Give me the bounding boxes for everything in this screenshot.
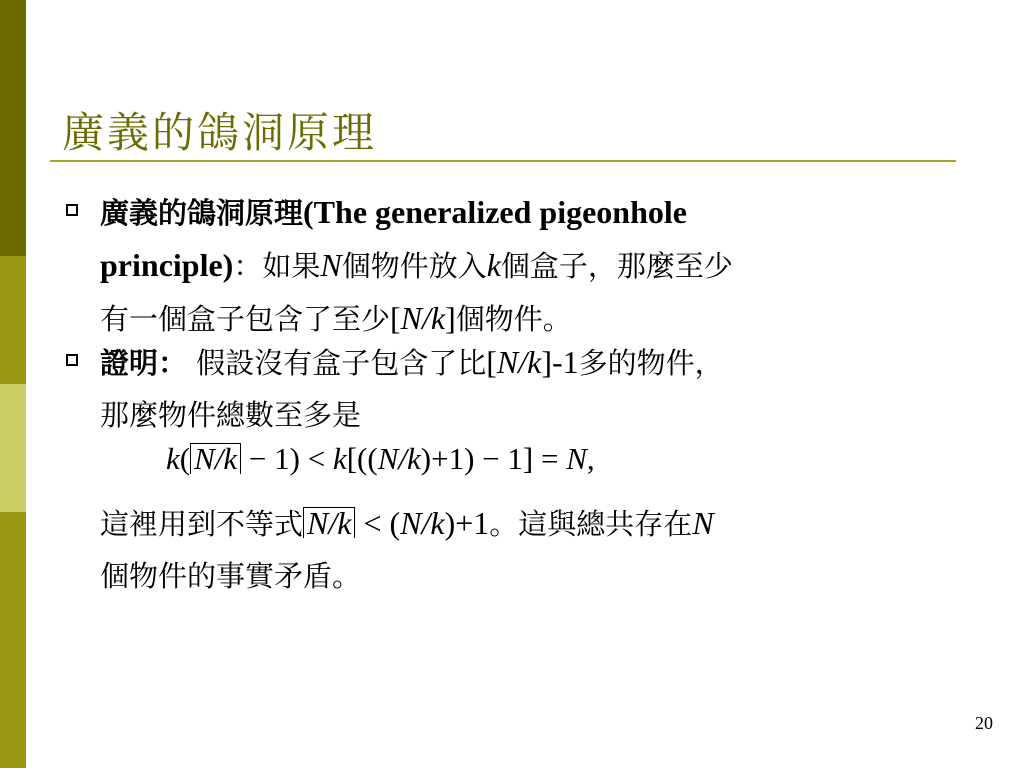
bullet-1-text-c: 個盒子，那麼至少 <box>500 249 733 283</box>
conclusion-ratio-2: N/k <box>400 505 445 541</box>
bullet-1-line-2 <box>100 239 960 292</box>
conclusion-text <box>100 497 960 603</box>
conclusion-lt: < ( <box>355 505 401 541</box>
formula-ratio: N/k <box>194 441 238 476</box>
bullet-1-bracket-close: ] <box>445 300 456 336</box>
conclusion-var-N: N <box>692 505 714 541</box>
bullet-1-line-1 <box>100 186 960 239</box>
proof-label: 證明 <box>100 346 159 380</box>
sidebar-block-3 <box>0 384 26 512</box>
conclusion-ratio: N/k <box>307 505 352 541</box>
formula-k-1: k <box>166 441 180 476</box>
bullet-1-var-N: N <box>320 247 342 283</box>
conclusion-plus-one: )+1 <box>444 505 490 541</box>
bullet-1-text-e: 個物件。 <box>455 302 572 336</box>
bullet-2-bracket-open: [ <box>486 344 497 380</box>
proof-colon: ： <box>158 346 188 380</box>
formula-comma: , <box>586 441 595 476</box>
bullet-1-text-a: 如果 <box>262 249 321 283</box>
bullet-1-term-en: (The generalized pigeonhole <box>303 194 687 230</box>
bullet-1-text <box>100 186 960 345</box>
slide-title: 廣義的鴿洞原理 <box>62 108 378 157</box>
bullet-1-colon: ： <box>233 249 263 283</box>
sidebar-block-4 <box>0 512 26 768</box>
conclusion-text-a: 這裡用到不等式 <box>100 507 304 541</box>
bullet-2-text <box>100 336 960 442</box>
bullet-2-text-a: 假設沒有盒子包含了比 <box>187 346 487 380</box>
bullet-2-text-b: 多的物件， <box>578 346 724 380</box>
conclusion-ceiling <box>303 505 355 541</box>
conclusion-text-c: 個物件的事實矛盾。 <box>100 559 362 593</box>
conclusion-line-1 <box>100 497 960 550</box>
bullet-1-term-en-2: principle) <box>100 247 234 283</box>
formula-part-2: − 1) < <box>241 441 333 476</box>
inequality-formula <box>166 441 595 477</box>
bullet-2-line-1 <box>100 336 960 389</box>
sidebar-block-1 <box>0 0 26 256</box>
bullet-1-bracket-open: [ <box>390 300 401 336</box>
formula-part-3: [(( <box>346 441 378 476</box>
title-divider <box>50 160 956 162</box>
bullet-1-var-k: k <box>486 247 501 283</box>
bullet-2-ratio: N/k <box>496 344 542 380</box>
sidebar-block-2 <box>0 256 26 384</box>
conclusion-line-2 <box>100 550 960 603</box>
bullet-2-text-c: 那麼物件總數至多是 <box>100 398 362 432</box>
formula-N: N <box>566 441 587 476</box>
formula-ceiling <box>190 443 241 474</box>
formula-paren-open: ( <box>179 441 191 476</box>
formula-ratio-2: N/k <box>377 441 421 476</box>
conclusion-text-b: 。這與總共存在 <box>489 507 693 541</box>
formula-k-2: k <box>332 441 347 476</box>
bullet-2-minus-one: ]-1 <box>541 344 579 380</box>
bullet-1-text-b: 個物件放入 <box>341 249 487 283</box>
sidebar-decoration <box>0 0 26 768</box>
bullet-marker-2 <box>66 354 78 366</box>
bullet-2-line-2 <box>100 389 960 442</box>
bullet-1-ratio: N/k <box>400 300 446 336</box>
bullet-marker-1 <box>66 204 78 216</box>
bullet-1-term: 廣義的鴿洞原理 <box>100 196 304 230</box>
bullet-1-text-d: 有一個盒子包含了至少 <box>100 302 391 336</box>
formula-part-4: )+1) − 1] = <box>420 441 567 476</box>
page-number: 20 <box>975 713 993 733</box>
